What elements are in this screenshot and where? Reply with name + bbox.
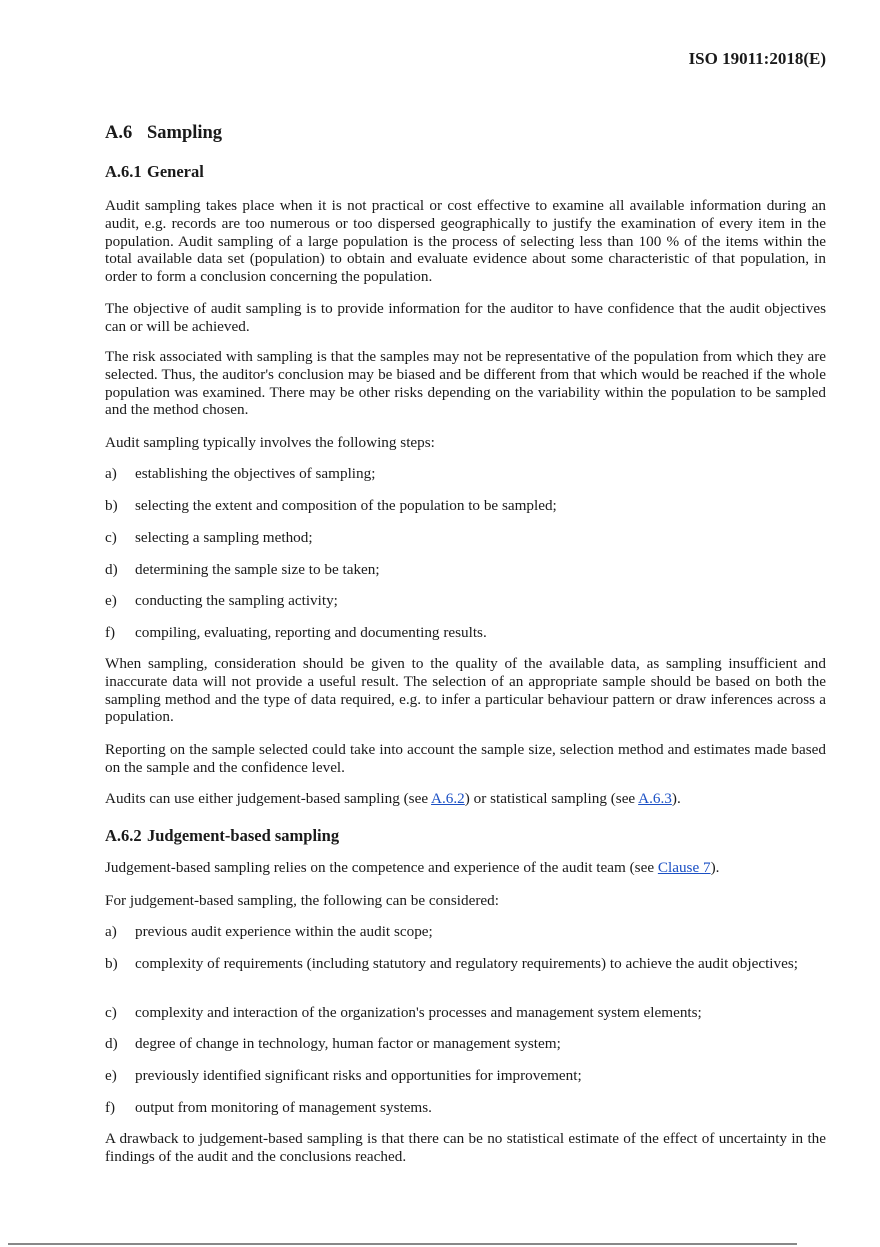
list-item xyxy=(105,1099,826,1117)
list-item xyxy=(105,1035,826,1053)
list-item xyxy=(105,624,826,642)
list-item xyxy=(105,955,826,973)
list-text: conducting the sampling activity; xyxy=(135,592,338,609)
list-label: f) xyxy=(105,624,116,641)
list-item xyxy=(105,592,826,610)
link-clause-7[interactable]: Clause 7 xyxy=(657,859,711,876)
list-label: a) xyxy=(105,923,117,940)
list-label: b) xyxy=(105,955,118,972)
list-label: e) xyxy=(105,592,117,609)
text: Judgement-based sampling relies on the competence and experience of the audit team (see xyxy=(105,859,658,876)
subsection-title: General xyxy=(147,162,204,181)
document-id-header: ISO 19011:2018(E) xyxy=(688,49,826,68)
paragraph: Reporting on the sample selected could take into account the sample size, selection method and estimates made based on the sample and the confidence level. xyxy=(105,741,826,776)
list-text: previous audit experience within the audit scope; xyxy=(135,923,433,940)
list-item xyxy=(105,561,826,579)
subsection-heading-general xyxy=(105,162,204,182)
paragraph: Audit sampling typically involves the following steps: xyxy=(105,434,435,451)
text: Audits can use either judgement-based sampling (see xyxy=(105,790,432,807)
list-label: d) xyxy=(105,1035,118,1052)
list-text: degree of change in technology, human factor or management system; xyxy=(135,1035,561,1052)
list-item xyxy=(105,1067,826,1085)
list-text: output from monitoring of management systems. xyxy=(135,1099,432,1116)
section-number: A.6 xyxy=(105,123,133,143)
section-title: Sampling xyxy=(147,123,223,143)
paragraph: The objective of audit sampling is to provide information for the auditor to have confidence that the audit objectives can or will be achieved. xyxy=(105,300,826,335)
subsection-number: A.6.2 xyxy=(105,826,142,845)
paragraph: Audit sampling takes place when it is not practical or cost effective to examine all available information during an audit, e.g. records are too numerous or too dispersed geographically to justify the examination of every item in the population. Audit sampling of a large population is the process of selecting less than 100 % of the items within the total available data set (population) to obtain and evaluate evidence about some characteristic of that population, in order to form a conclusion concerning the population. xyxy=(105,197,826,286)
section-heading xyxy=(105,123,222,144)
paragraph xyxy=(105,859,826,877)
paragraph xyxy=(105,790,826,808)
list-item xyxy=(105,497,826,515)
list-label: b) xyxy=(105,497,118,514)
list-text: complexity and interaction of the organization's processes and management system elements; xyxy=(135,1004,702,1021)
list-label: f) xyxy=(105,1099,116,1116)
list-item xyxy=(105,923,826,941)
paragraph: For judgement-based sampling, the following can be considered: xyxy=(105,892,499,909)
paragraph: A drawback to judgement-based sampling is that there can be no statistical estimate of the effect of uncertainty in the findings of the audit and the conclusions reached. xyxy=(105,1130,826,1165)
footer-divider xyxy=(8,1243,797,1245)
list-text: determining the sample size to be taken; xyxy=(135,561,380,578)
paragraph: The risk associated with sampling is that the samples may not be representative of the population from which they are selected. Thus, the auditor's conclusion may be biased and be different from that which would be reached if the whole population was examined. There may be other risks depending on the variability within the population to be sampled and the method chosen. xyxy=(105,348,826,419)
subsection-title: Judgement-based sampling xyxy=(147,826,340,845)
link-a-6-3[interactable]: A.6.3 xyxy=(638,790,672,807)
list-text: establishing the objectives of sampling; xyxy=(135,465,376,482)
text: ). xyxy=(671,790,681,807)
list-label: c) xyxy=(105,1004,117,1021)
list-label: e) xyxy=(105,1067,117,1084)
list-text: selecting a sampling method; xyxy=(135,529,313,546)
list-item xyxy=(105,529,826,547)
list-text: selecting the extent and composition of the population to be sampled; xyxy=(135,497,557,514)
subsection-heading-judgement xyxy=(105,826,339,846)
text: ) or statistical sampling (see xyxy=(464,790,639,807)
text: ). xyxy=(710,859,720,876)
list-label: d) xyxy=(105,561,118,578)
paragraph: When sampling, consideration should be given to the quality of the available data, as sampling insufficient and inaccurate data will not provide a useful result. The selection of an appropriate sample should be based on both the sampling method and the type of data required, e.g. to infer a particular behaviour pattern or draw inferences across a population. xyxy=(105,655,826,726)
list-text: previously identified significant risks and opportunities for improvement; xyxy=(135,1067,582,1084)
list-item xyxy=(105,1004,826,1022)
list-label: c) xyxy=(105,529,117,546)
subsection-number: A.6.1 xyxy=(105,162,142,181)
list-item xyxy=(105,465,826,483)
list-text: compiling, evaluating, reporting and documenting results. xyxy=(135,624,487,641)
list-label: a) xyxy=(105,465,117,482)
link-a-6-2[interactable]: A.6.2 xyxy=(431,790,465,807)
list-text: complexity of requirements (including statutory and regulatory requirements) to achieve the audit objectives; xyxy=(135,955,798,972)
